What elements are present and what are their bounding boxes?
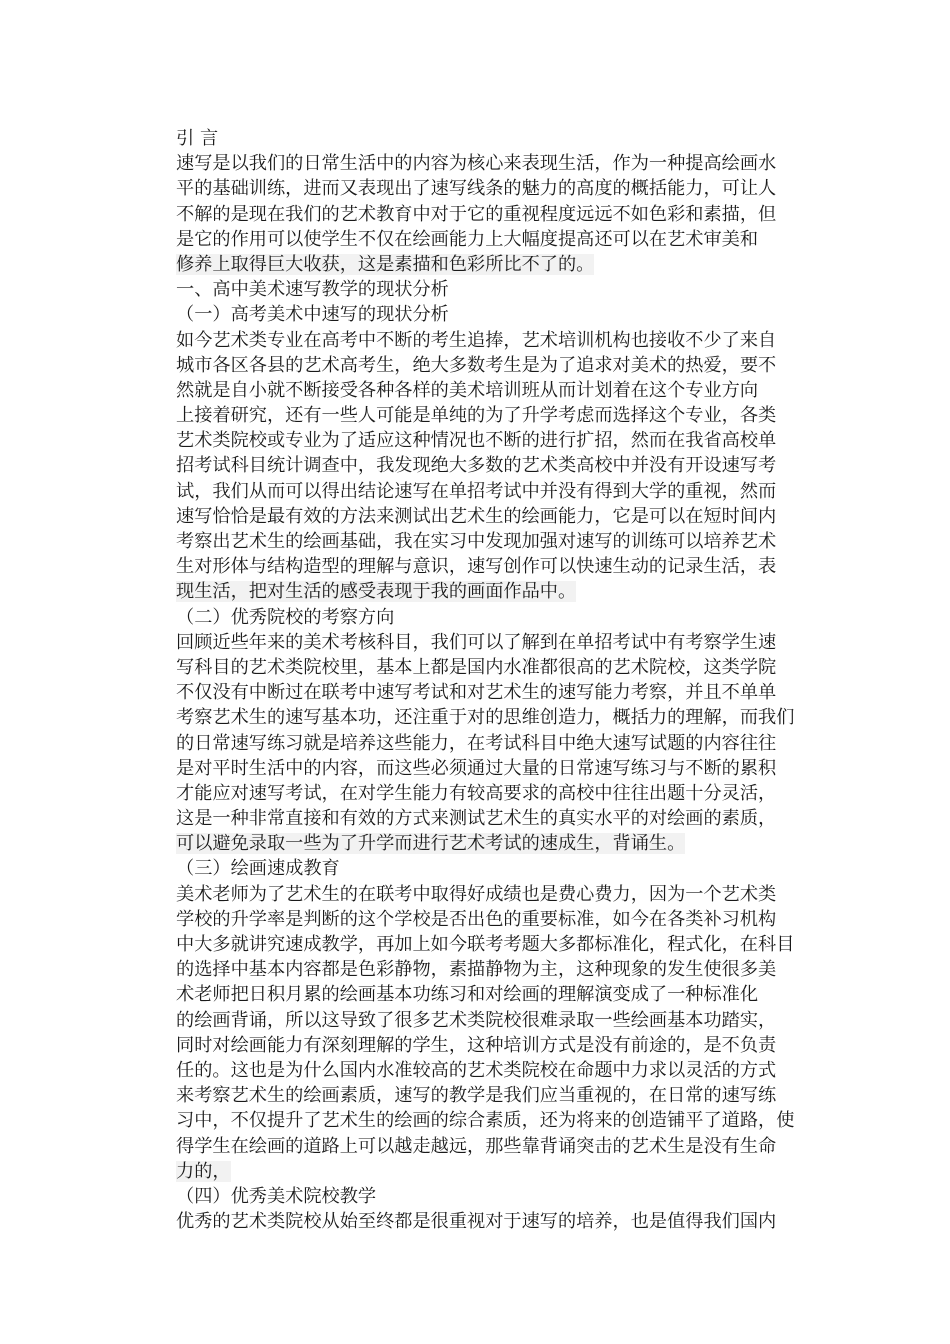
subsection-heading: （三）绘画速成教育 [176,858,340,880]
paragraph-line: 速写是以我们的日常生活中的内容为核心来表现生活，作为一种提高绘画水 [176,153,777,175]
paragraph-line: 城市各区各县的艺术高考生，绝大多数考生是为了追求对美术的热爱，要不 [176,354,777,376]
paragraph-line: 优秀的艺术类院校从始至终都是很重视对于速写的培养，也是值得我们国内 [176,1211,777,1233]
paragraph-line: 招考试科目统计调查中，我发现绝大多数的艺术类高校中并没有开设速写考 [176,455,777,477]
paragraph-line: 不仅没有中断过在联考中速写考试和对艺术生的速写能力考察，并且不单单 [176,682,777,704]
paragraph-line: 现生活，把对生活的感受表现于我的画面作品中。 [176,581,577,603]
subsection-heading: （二）优秀院校的考察方向 [176,606,395,628]
paragraph-line: 来考察艺术生的绘画素质，速写的教学是我们应当重视的，在日常的速写练 [176,1085,777,1107]
paragraph-line: 术老师把日积月累的绘画基本功练习和对绘画的理解演变成了一种标准化 [176,984,759,1006]
paragraph-line: 的绘画背诵，所以这导致了很多艺术类院校很难录取一些绘画基本功踏实， [176,1009,777,1031]
paragraph-line: 同时对绘画能力有深刻理解的学生，这种培训方式是没有前途的，是不负责 [176,1034,777,1056]
paragraph-line: 不解的是现在我们的艺术教育中对于它的重视程度远远不如色彩和素描，但 [176,203,777,225]
subsection-heading: （一）高考美术中速写的现状分析 [176,304,449,326]
intro-paragraph [176,151,806,277]
paragraph-line: 如今艺术类专业在高考中不断的考生追捧，艺术培训机构也接收不少了来自 [176,329,777,351]
paragraph-line: 才能应对速写考试，在对学生能力有较高要求的高校中往往出题十分灵活， [176,782,777,804]
paragraph-line: 力的， [176,1160,231,1182]
paragraph-line: 可以避免录取一些为了升学而进行艺术考试的速成生，背诵生。 [176,833,686,855]
paragraph-line: 生对形体与结构造型的理解与意识，速写创作可以快速生动的记录生活，表 [176,556,777,578]
section-heading: 一、高中美术速写教学的现状分析 [176,279,449,301]
paragraph-line: 上接着研究，还有一些人可能是单纯的为了升学考虑而选择这个专业，各类 [176,405,777,427]
paragraph-line: 考察艺术生的速写基本功，还注重于对的思维创造力，概括力的理解，而我们 [176,707,795,729]
paragraph-line: 写科目的艺术类院校里，基本上都是国内水准都很高的艺术院校，这类学院 [176,656,777,678]
paragraph-line: 任的。这也是为什么国内水准较高的艺术类院校在命题中力求以灵活的方式 [176,1059,777,1081]
paragraph-line: 试，我们从而可以得出结论速写在单招考试中并没有得到大学的重视，然而 [176,480,777,502]
subsection-3-paragraph [176,882,806,1184]
paragraph-line: 这是一种非常直接和有效的方式来测试艺术生的真实水平的对绘画的素质， [176,808,777,830]
document-page [176,126,806,1234]
paragraph-line: 习中，不仅提升了艺术生的绘画的综合素质，还为将来的创造铺平了道路，使 [176,1110,795,1132]
paragraph-line: 平的基础训练，进而又表现出了速写线条的魅力的高度的概括能力，可让人 [176,178,777,200]
paragraph-line: 的选择中基本内容都是色彩静物，素描静物为主，这种现象的发生使很多美 [176,959,777,981]
paragraph-line: 艺术类院校或专业为了适应这种情况也不断的进行扩招，然而在我省高校单 [176,430,777,452]
paragraph-line: 回顾近些年来的美术考核科目，我们可以了解到在单招考试中有考察学生速 [176,631,777,653]
paragraph-line: 是它的作用可以使学生不仅在绘画能力上大幅度提高还可以在艺术审美和 [176,228,759,250]
paragraph-line: 学校的升学率是判断的这个学校是否出色的重要标准，如今在各类补习机构 [176,908,777,930]
subsection-heading: （四）优秀美术院校教学 [176,1185,377,1207]
paragraph-line: 中大多就讲究速成教学，再加上如今联考考题大多都标准化，程式化，在科目 [176,934,795,955]
paragraph-line: 速写恰恰是最有效的方法来测试出艺术生的绘画能力，它是可以在短时间内 [176,505,777,527]
paragraph-line: 然就是自小就不断接受各种各样的美术培训班从而计划着在这个专业方向 [176,379,759,401]
paragraph-line: 的日常速写练习就是培养这些能力，在考试科目中绝大速写试题的内容往往 [176,732,777,754]
subsection-1-paragraph [176,328,806,605]
paragraph-line: 考察出艺术生的绘画基础，我在实习中发现加强对速写的训练可以培养艺术 [176,531,777,552]
subsection-2-paragraph [176,630,806,857]
paragraph-line: 修养上取得巨大收获，这是素描和色彩所比不了的。 [176,253,595,275]
subsection-4-paragraph [176,1209,806,1234]
document-title: 引 言 [176,128,219,149]
paragraph-line: 是对平时生活中的内容，而这些必须通过大量的日常速写练习与不断的累积 [176,757,777,779]
paragraph-line: 得学生在绘画的道路上可以越走越远，那些靠背诵突击的艺术生是没有生命 [176,1135,777,1157]
paragraph-line: 美术老师为了艺术生的在联考中取得好成绩也是费心费力，因为一个艺术类 [176,883,777,905]
